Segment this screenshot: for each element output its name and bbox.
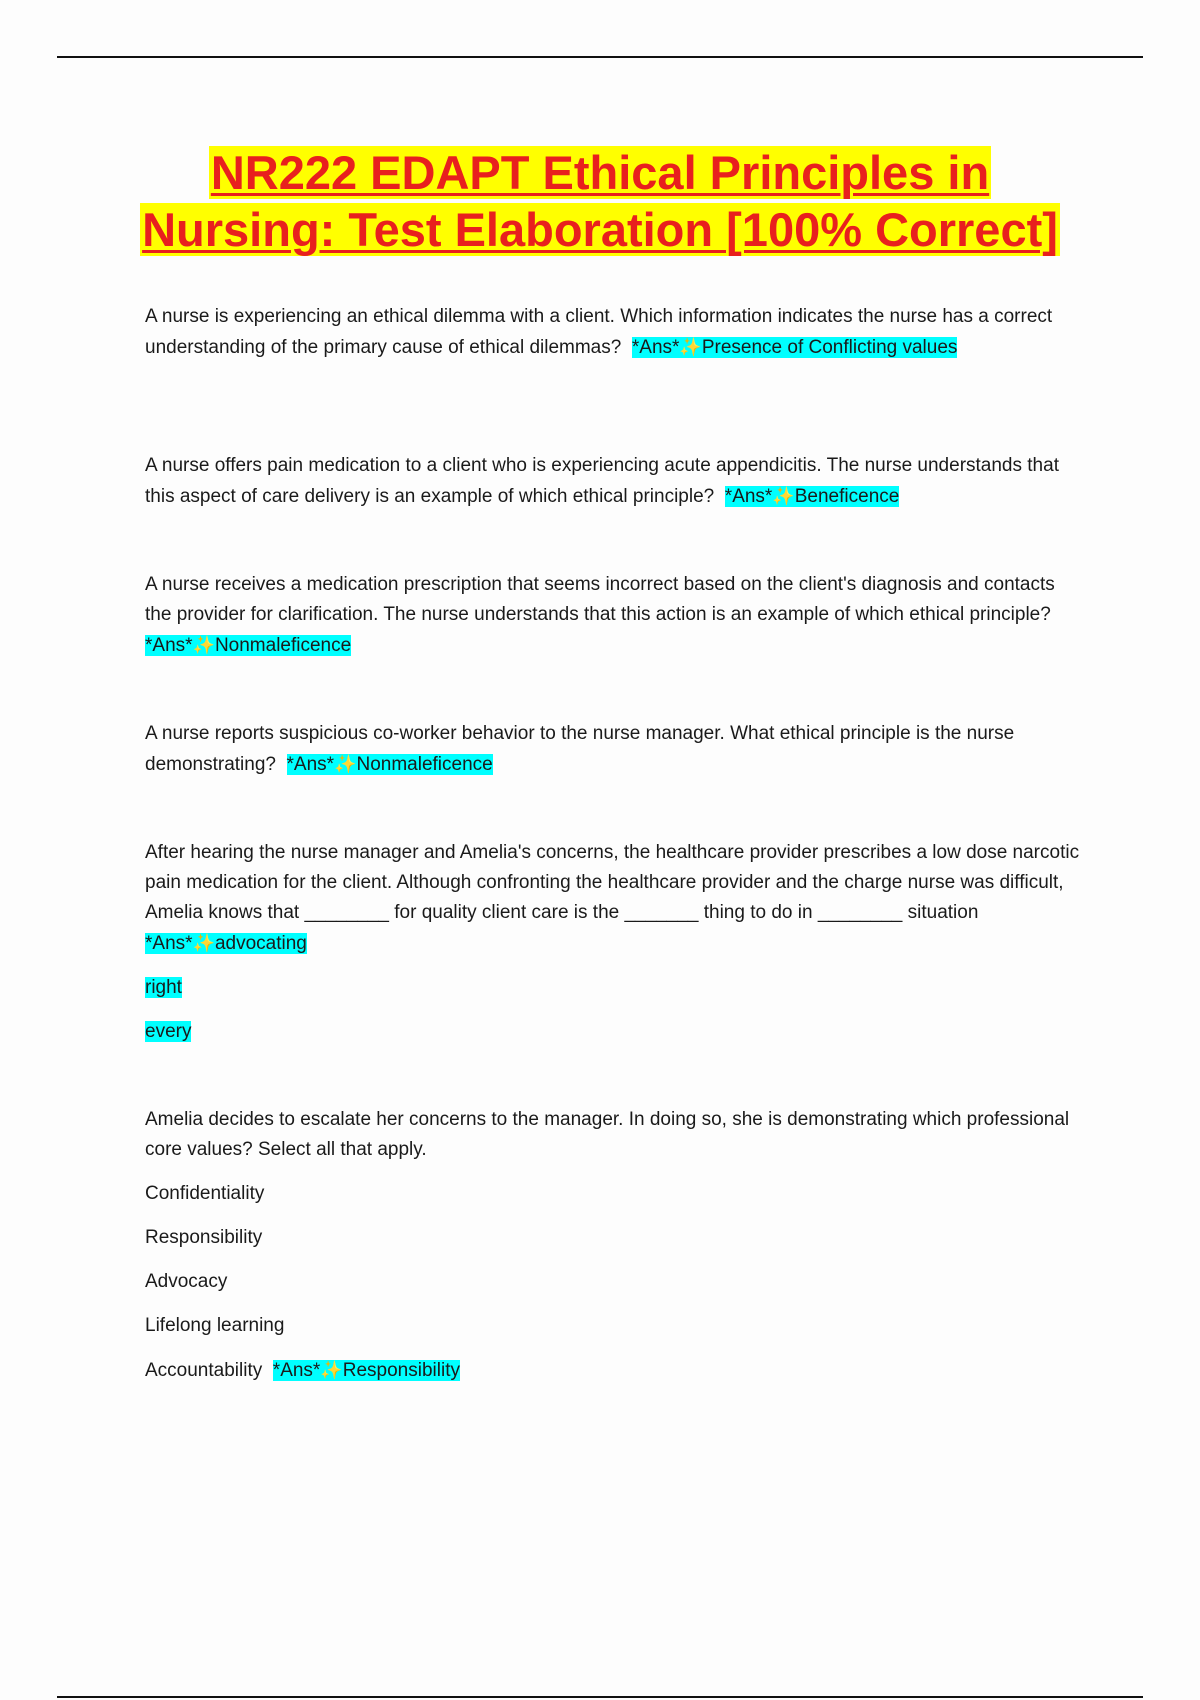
option-item: Responsibility	[145, 1227, 263, 1248]
option-item-with-answer	[145, 1355, 1085, 1386]
sparkle-icon: ✨	[679, 337, 702, 357]
question-3	[145, 570, 1085, 661]
title-line-1: NR222 EDAPT Ethical Principles in	[210, 146, 990, 199]
answer-highlight	[145, 635, 351, 656]
question-text: Amelia decides to escalate her concerns to the manager. In doing so, she is demonstrating which professional core values? Select all that apply.	[145, 1109, 1070, 1160]
bottom-rule	[57, 1696, 1143, 1698]
extra-answer-line	[145, 1017, 1085, 1047]
answer-text: right	[145, 977, 182, 998]
answer-highlight	[273, 1360, 460, 1381]
document-body	[145, 302, 1085, 1386]
answer-text: Nonmaleficence	[214, 635, 352, 656]
answer-text: Beneficence	[794, 486, 900, 507]
sparkle-icon: ✨	[192, 933, 215, 953]
question-text: A nurse is experiencing an ethical dilemma with a client. Which information indicates the nurse has a correct understanding of the primary cause of ethical dilemmas?	[145, 306, 1053, 358]
option-text: Accountability	[145, 1360, 263, 1381]
answer-text: Nonmaleficence	[356, 754, 493, 775]
answer-prefix: *Ans*	[286, 754, 335, 775]
title-line-2: Nursing: Test Elaboration [100% Correct]	[142, 203, 1058, 256]
extra-answer-line	[145, 973, 1085, 1003]
answer-prefix: *Ans*	[724, 486, 773, 507]
sparkle-icon: ✨	[772, 486, 795, 506]
answer-highlight	[287, 754, 493, 775]
answer-highlight	[632, 337, 958, 358]
answer-text: Responsibility	[342, 1360, 460, 1381]
document-title	[0, 144, 1200, 258]
answer-prefix: *Ans*	[272, 1360, 321, 1381]
sparkle-icon: ✨	[320, 1360, 343, 1380]
answer-prefix: *Ans*	[145, 635, 193, 656]
answer-highlight	[145, 933, 307, 954]
answer-prefix: *Ans*	[145, 933, 193, 954]
answer-text: Presence of Conflicting values	[701, 337, 958, 358]
question-text: A nurse offers pain medication to a client who is experiencing acute appendicitis. The nurse understands that this aspect of care delivery is an example of which ethical principle?	[145, 455, 1059, 507]
answer-highlight	[725, 486, 900, 507]
answer-prefix: *Ans*	[631, 337, 680, 358]
option-item: Advocacy	[145, 1271, 228, 1292]
question-2	[145, 451, 1085, 512]
question-4	[145, 719, 1085, 780]
option-item: Lifelong learning	[145, 1315, 285, 1336]
option-item: Confidentiality	[145, 1183, 265, 1204]
question-5	[145, 838, 1085, 959]
top-rule	[57, 56, 1143, 58]
answer-text: advocating	[214, 933, 307, 954]
sparkle-icon: ✨	[334, 754, 357, 774]
question-6	[145, 1105, 1085, 1165]
question-text: A nurse reports suspicious co-worker behavior to the nurse manager. What ethical principle is the nurse demonstrating?	[145, 723, 1015, 775]
sparkle-icon: ✨	[192, 635, 215, 655]
question-text: A nurse receives a medication prescription that seems incorrect based on the client's diagnosis and contacts the provider for clarification. The nurse understands that this action is an example of which ethical principle?	[145, 574, 1055, 625]
question-text: After hearing the nurse manager and Amelia's concerns, the healthcare provider prescribes a low dose narcotic pain medication for the client. Although confronting the healthcare provider and the charge nurse was difficult, Amelia knows that ________ for quality client care is the _______ thing to do in ________ situation	[145, 842, 1080, 923]
answer-text: every	[145, 1021, 192, 1042]
question-1	[145, 302, 1085, 363]
